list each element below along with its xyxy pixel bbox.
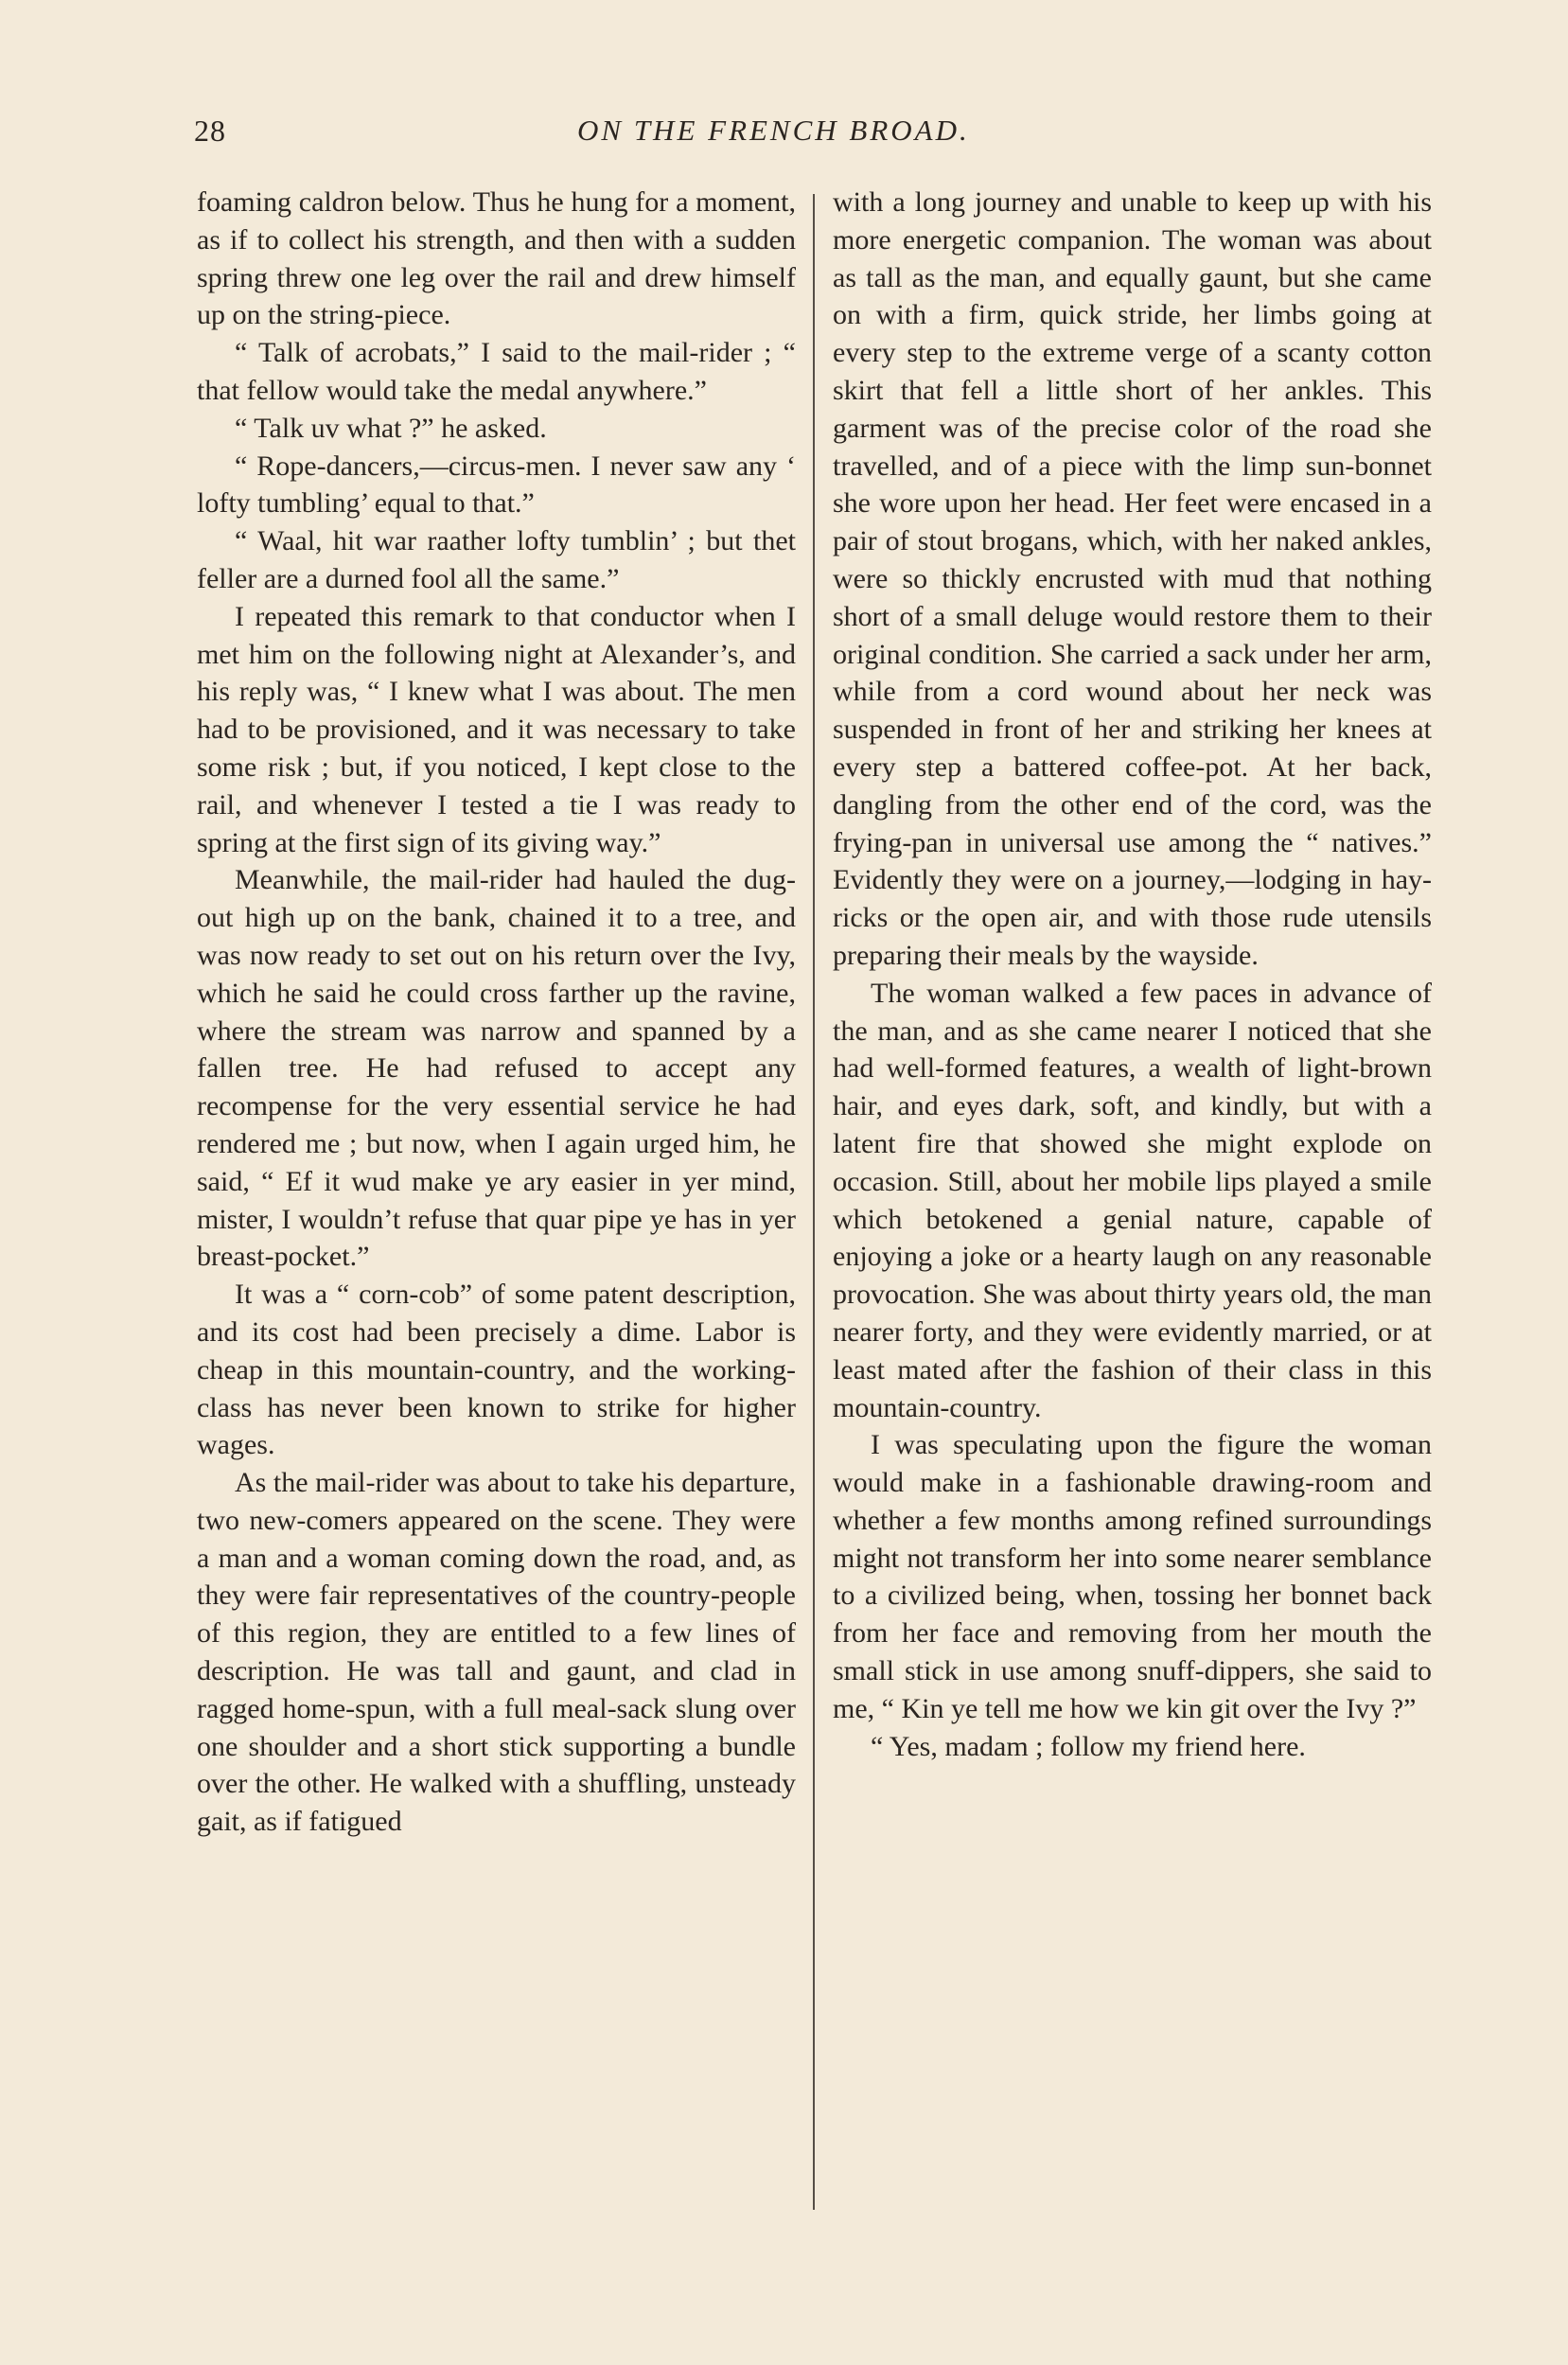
paragraph: I repeated this remark to that conductor when I met him on the following night at Alexander’s, and his reply was, “ I knew what I was about. The men had to be provisioned, and it was necessary to take some risk ; but, if you noticed, I kept close to the rail, and whenever I tested a tie I was ready to spring at the first sign of its giving way.” (197, 600, 796, 858)
right-column (833, 184, 1432, 1765)
paragraph: “ Waal, hit war raather lofty tumblin’ ; but thet feller are a durned fool all the same.” (197, 525, 796, 594)
paragraph: “ Talk of acrobats,” I said to the mail-rider ; “ that fellow would take the medal anywhere.” (197, 337, 796, 406)
paragraph: It was a “ corn-cob” of some patent description, and its cost had been precisely a dime. Labor is cheap in this mountain-country, and the working-class has never been known to strike for higher wages. (197, 1279, 796, 1461)
paragraph: As the mail-rider was about to take his departure, two new-comers appeared on the scene. They were a man and a woman coming down the road, and, as they were fair representatives of the country-people of this region, they are entitled to a few lines of description. He was tall and gaunt, and clad in ragged home-spun, with a full meal-sack slung over one shoulder and a short stick supporting a bundle over the other. He walked with a shuffling, unsteady gait, as if fatigued (197, 1467, 796, 1838)
paragraph: Meanwhile, the mail-rider had hauled the dug-out high up on the bank, chained it to a tree, and was now ready to set out on his return over the Ivy, which he said he could cross farther up the ravine, where the stream was narrow and spanned by a fallen tree. He had refused to accept any recompense for the very essential service he had rendered me ; but now, when I again urged him, he said, “ Ef it wud make ye ary easier in yer mind, mister, I wouldn’t refuse that quar pipe ye has in yer breast-pocket.” (197, 864, 796, 1273)
paragraph: “ Rope-dancers,—circus-men. I never saw any ‘ lofty tumbling’ equal to that.” (197, 450, 796, 520)
paragraph: foaming caldron below. Thus he hung for a moment, as if to collect his strength, and then with a sudden spring threw one leg over the rail and drew himself up on the string-piece. (197, 186, 796, 331)
paragraph: with a long journey and unable to keep up with his more energetic companion. The woman was about as tall as the man, and equally gaunt, but she came on with a firm, quick stride, her limbs going at every step to the extreme verge of a scanty cotton skirt that fell a little short of her ankles. This garment was of the precise color of the road she travelled, and of a piece with the limp sun-bonnet she wore upon her head. Her feet were encased in a pair of stout brogans, which, with her naked ankles, were so thickly encrusted with mud that nothing short of a small deluge would restore them to their original condition. She carried a sack under her arm, while from a cord wound about her neck was suspended in front of her and striking her knees at every step a battered coffee-pot. At her back, dangling from the other end of the cord, was the frying-pan in universal use among the “ natives.” Evidently they were on a journey,—lodging in hay-ricks or the open air, and with those rude utensils preparing their meals by the wayside. (833, 186, 1432, 971)
running-title: ON THE FRENCH BROAD. (577, 114, 970, 147)
page-number: 28 (194, 114, 226, 148)
paragraph: “ Yes, madam ; follow my friend here. (871, 1730, 1306, 1762)
paragraph: The woman walked a few paces in advance of the man, and as she came nearer I noticed that she had well-formed features, a wealth of light-brown hair, and eyes dark, soft, and kindly, but with a latent fire that showed she might explode on occasion. Still, about her mobile lips played a smile which betokened a genial nature, capable of enjoying a joke or a hearty laugh on any reasonable provocation. She was about thirty years old, the man nearer forty, and they were evidently married, or at least mated after the fashion of their class in this mountain-country. (833, 977, 1432, 1423)
running-head (194, 114, 1391, 151)
paragraph: “ Talk uv what ?” he asked. (235, 412, 547, 444)
column-divider (813, 194, 815, 2210)
paragraph: I was speculating upon the figure the woman would make in a fashionable drawing-room and whether a few months among refined surroundings might not transform her into some nearer semblance to a civilized being, when, tossing her bonnet back from her face and removing from her mouth the small stick in use among snuff-dippers, she said to me, “ Kin ye tell me how we kin git over the Ivy ?” (833, 1429, 1432, 1724)
left-column (197, 184, 796, 1841)
